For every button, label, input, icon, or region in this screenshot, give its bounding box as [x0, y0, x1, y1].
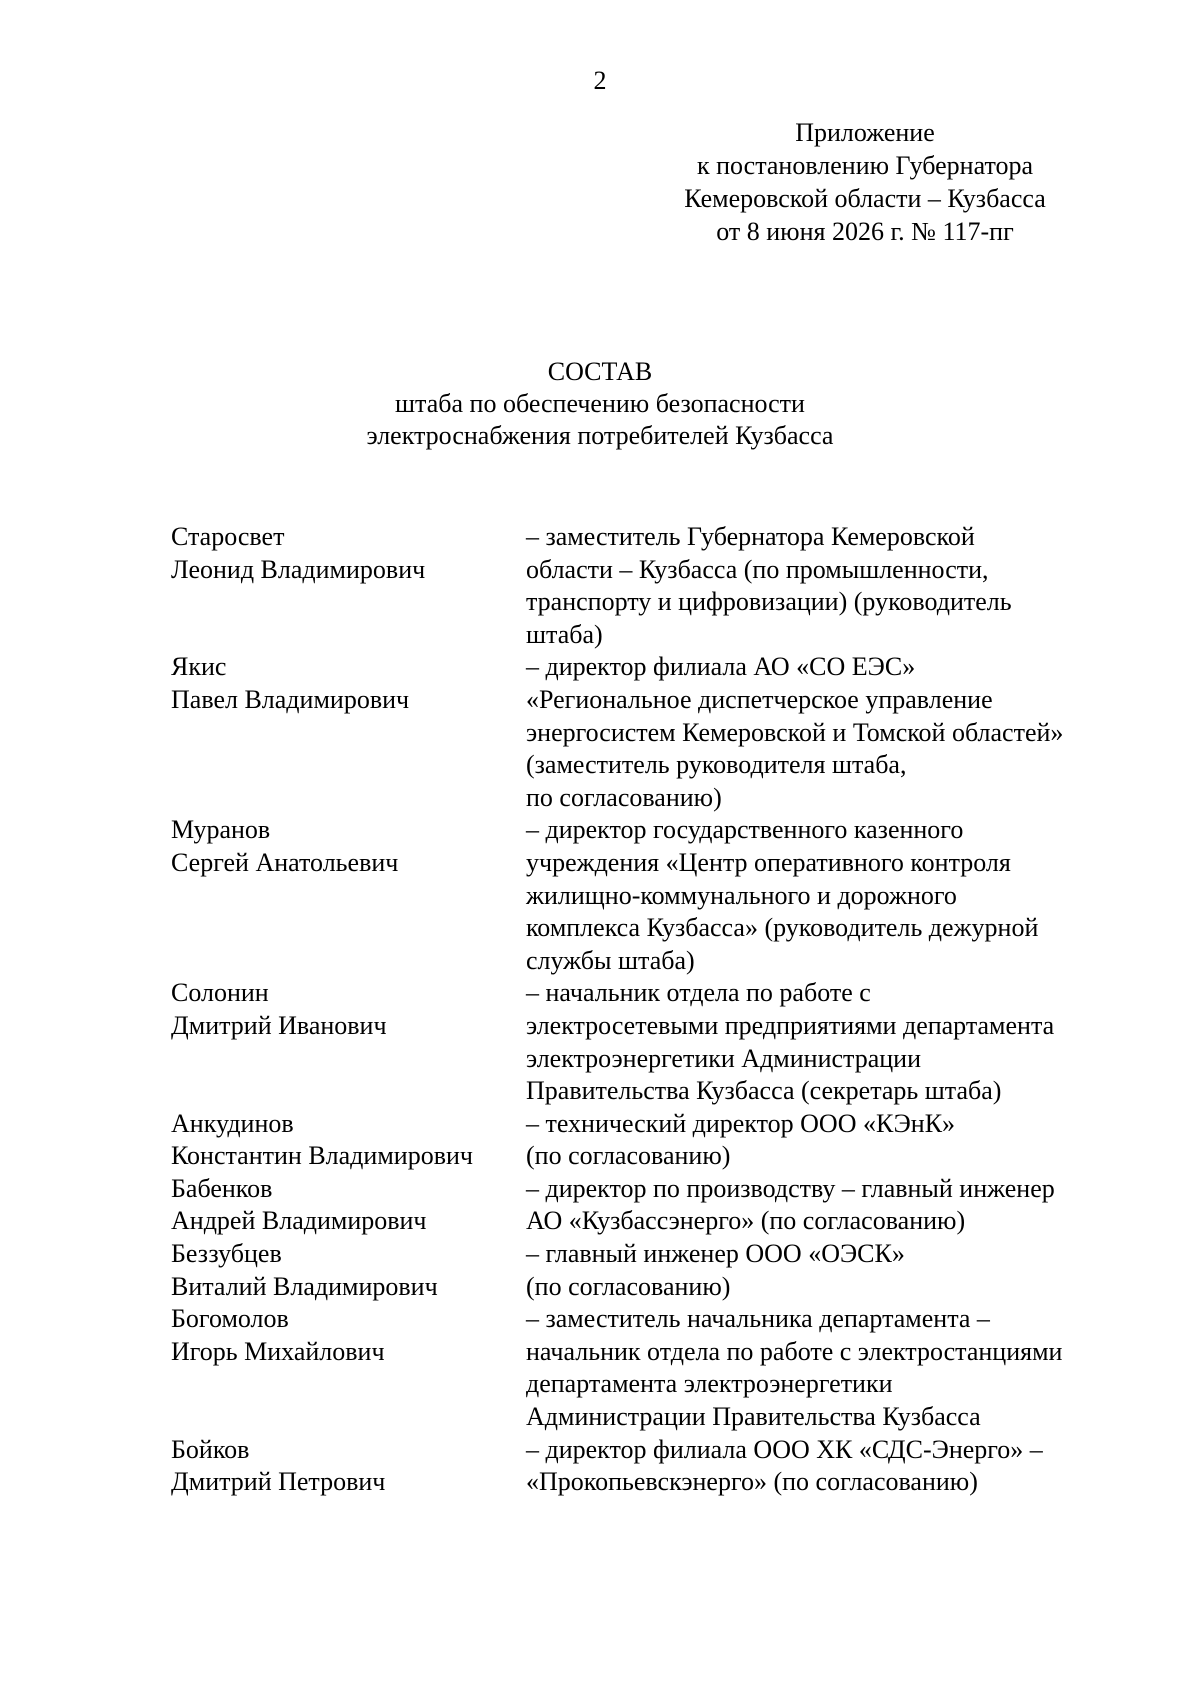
member-role [526, 1238, 1131, 1303]
role-line: департамента электроэнергетики [526, 1369, 893, 1399]
role-line: (по согласованию) [526, 1141, 731, 1171]
role-line: – начальник отдела по работе с [526, 978, 871, 1008]
role-line: (заместитель руководителя штаба, [526, 750, 907, 780]
role-line: учреждения «Центр оперативного контроля [526, 847, 1011, 877]
member-surname: Бабенков [171, 1173, 273, 1203]
member-entry [171, 651, 1131, 814]
member-name [171, 521, 526, 651]
member-surname: Якис [171, 652, 227, 682]
member-entry [171, 1434, 1131, 1499]
title-heading: СОСТАВ [547, 357, 653, 386]
role-line: по согласованию) [526, 782, 722, 812]
member-surname: Богомолов [171, 1304, 289, 1334]
member-role [526, 521, 1131, 651]
member-given-names: Дмитрий Петрович [171, 1467, 386, 1497]
role-line: начальник отдела по работе с электростанциями [526, 1336, 1063, 1366]
member-entry [171, 1108, 1131, 1173]
member-role [526, 1108, 1131, 1173]
member-surname: Анкудинов [171, 1108, 294, 1138]
role-line: комплекса Кузбасса» (руководитель дежурной [526, 913, 1039, 943]
member-entry [171, 814, 1131, 977]
member-given-names: Павел Владимирович [171, 684, 410, 714]
role-line: жилищно-коммунального и дорожного [526, 880, 957, 910]
member-given-names: Дмитрий Иванович [171, 1010, 387, 1040]
page-number: 2 [593, 66, 607, 95]
member-role [526, 651, 1131, 814]
role-line: электроэнергетики Администрации [526, 1043, 921, 1073]
member-given-names: Игорь Михайлович [171, 1336, 385, 1366]
role-line: – директор филиала АО «СО ЕЭС» [526, 652, 916, 682]
member-given-names: Константин Владимирович [171, 1141, 473, 1171]
member-name [171, 977, 526, 1107]
role-line: области – Кузбасса (по промышленности, [526, 554, 989, 584]
role-line: транспорту и цифровизации) (руководитель [526, 587, 1012, 617]
role-line: – заместитель начальника департамента – [526, 1304, 990, 1334]
role-line: – технический директор ООО «КЭнК» [526, 1108, 956, 1138]
member-given-names: Леонид Владимирович [171, 554, 426, 584]
title-line: штаба по обеспечению безопасности [395, 389, 805, 418]
member-entry [171, 521, 1131, 651]
member-role [526, 1434, 1131, 1499]
member-name [171, 1108, 526, 1173]
member-surname: Муранов [171, 815, 271, 845]
member-name [171, 651, 526, 814]
member-given-names: Сергей Анатольевич [171, 847, 399, 877]
member-given-names: Андрей Владимирович [171, 1206, 427, 1236]
member-entry [171, 1238, 1131, 1303]
role-line: энергосистем Кемеровской и Томской областей» [526, 717, 1064, 747]
member-role [526, 977, 1131, 1107]
appendix-header [640, 116, 1090, 248]
appendix-line: к постановлению Губернатора [696, 151, 1034, 180]
role-line: службы штаба) [526, 945, 695, 975]
member-role [526, 814, 1131, 977]
role-line: – главный инженер ООО «ОЭСК» [526, 1239, 905, 1269]
member-name [171, 1173, 526, 1238]
document-title [0, 356, 1200, 452]
role-line: «Прокопьевскэнерго» (по согласованию) [526, 1467, 978, 1497]
role-line: – директор по производству – главный инженер [526, 1173, 1055, 1203]
role-line: (по согласованию) [526, 1271, 731, 1301]
member-role [526, 1173, 1131, 1238]
role-line: штаба) [526, 619, 603, 649]
role-line: «Региональное диспетчерское управление [526, 684, 993, 714]
member-entry [171, 1303, 1131, 1433]
member-given-names: Виталий Владимирович [171, 1271, 438, 1301]
role-line: АО «Кузбассэнерго» (по согласованию) [526, 1206, 966, 1236]
member-name [171, 1238, 526, 1303]
members-list [171, 521, 1131, 1499]
member-entry [171, 1173, 1131, 1238]
role-line: – директор филиала ООО ХК «СДС-Энерго» – [526, 1434, 1043, 1464]
member-surname: Старосвет [171, 522, 285, 551]
member-surname: Солонин [171, 978, 269, 1008]
appendix-line: Приложение [795, 118, 935, 147]
member-entry [171, 977, 1131, 1107]
appendix-line: от 8 июня 2026 г. № 117-пг [716, 217, 1014, 246]
role-line: – заместитель Губернатора Кемеровской [526, 522, 975, 551]
title-line: электроснабжения потребителей Кузбасса [366, 421, 834, 450]
member-name [171, 1434, 526, 1499]
role-line: Администрации Правительства Кузбасса [526, 1402, 981, 1432]
member-name [171, 814, 526, 977]
member-surname: Беззубцев [171, 1239, 282, 1269]
member-name [171, 1303, 526, 1433]
role-line: электросетевыми предприятиями департамента [526, 1010, 1055, 1040]
member-surname: Бойков [171, 1434, 250, 1464]
role-line: – директор государственного казенного [526, 815, 964, 845]
member-role [526, 1303, 1131, 1433]
appendix-line: Кемеровской области – Кузбасса [684, 184, 1046, 213]
role-line: Правительства Кузбасса (секретарь штаба) [526, 1076, 1002, 1106]
